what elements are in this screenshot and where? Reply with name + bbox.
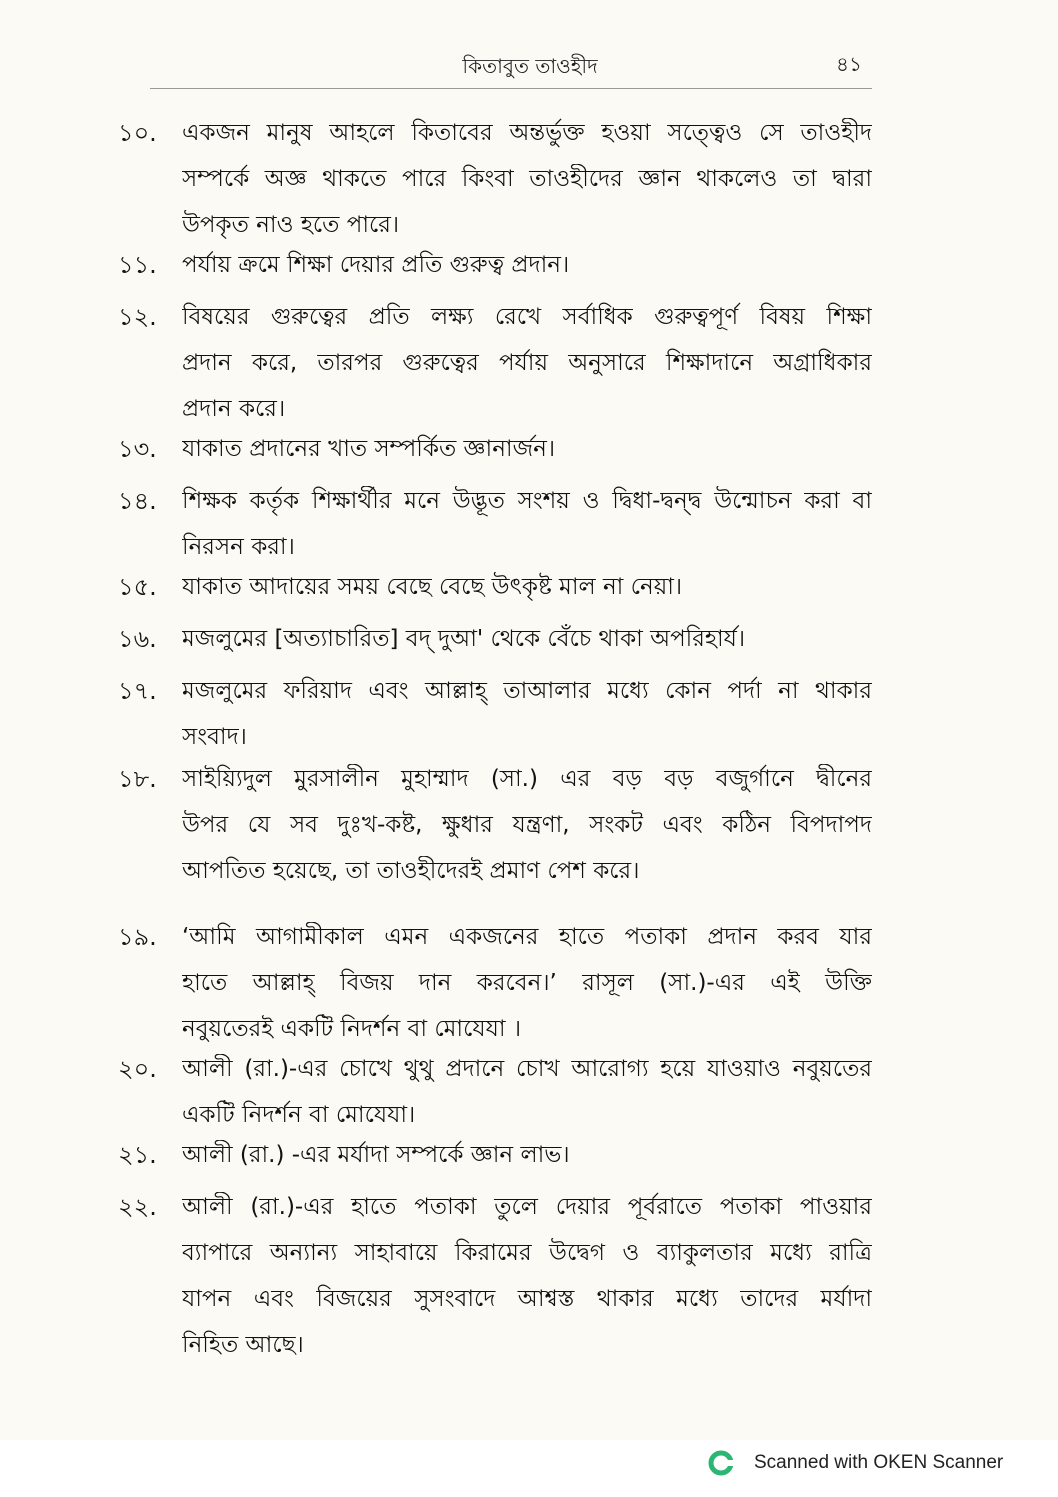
text-line: আপতিত হয়েছে, তা তাওহীদেরই প্রমাণ পেশ করে। xyxy=(182,858,640,884)
text-line: প্রদান করে। xyxy=(182,396,286,422)
item-number: ১১. xyxy=(118,251,157,279)
item-text xyxy=(182,434,872,480)
text-line: আলী (রা.)-এর হাতে পতাকা তুলে দেয়ার পূর্বরাতে পতাকা পাওয়ার xyxy=(182,1194,872,1220)
item-text xyxy=(182,624,872,670)
text-line: একটি নিদর্শন বা মোযেযা। xyxy=(182,1102,416,1128)
item-text xyxy=(182,250,872,296)
page-number: ৪১ xyxy=(836,52,862,76)
item-number: ১৭. xyxy=(118,677,157,705)
item-text xyxy=(182,1192,872,1376)
item-text xyxy=(182,1054,872,1146)
header-divider xyxy=(150,88,872,89)
text-line: নবুয়তেরই একটি নিদর্শন বা মোযেযা । xyxy=(182,1016,522,1042)
text-line: উপকৃত নাও হতে পারে। xyxy=(182,212,400,238)
oken-scanner-logo-icon xyxy=(708,1450,734,1476)
item-number: ১৫. xyxy=(118,573,157,601)
text-line: শিক্ষক কর্তৃক শিক্ষার্থীর মনে উদ্ভূত সংশয় ও দ্বিধা-দ্বন্দ্ব উন্মোচন করা বা xyxy=(182,488,872,514)
text-line: সাইয়্যিদুল মুরসালীন মুহাম্মাদ (সা.) এর বড় বড় বজুর্গানে দ্বীনের xyxy=(182,766,872,792)
text-line: উপর যে সব দুঃখ-কষ্ট, ক্ষুধার যন্ত্রণা, সংকট এবং কঠিন বিপদাপদ xyxy=(182,812,872,838)
item-number: ২১. xyxy=(118,1141,157,1169)
text-line: পর্যায় ক্রমে শিক্ষা দেয়ার প্রতি গুরুত্ব প্রদান। xyxy=(182,252,570,278)
item-text xyxy=(182,922,872,1060)
text-line: আলী (রা.) -এর মর্যাদা সম্পর্কে জ্ঞান লাভ। xyxy=(182,1142,570,1168)
item-text xyxy=(182,764,872,902)
text-line: প্রদান করে, তারপর গুরুত্বের পর্যায় অনুসারে শিক্ষাদানে অগ্রাধিকার xyxy=(182,350,872,376)
text-line: আলী (রা.)-এর চোখে থুথু প্রদানে চোখ আরোগ্য হয়ে যাওয়াও নবুয়তের xyxy=(182,1056,872,1082)
item-number: ২০. xyxy=(118,1055,157,1083)
text-line: বিষয়ের গুরুত্বের প্রতি লক্ষ্য রেখে সর্বাধিক গুরুত্বপূর্ণ বিষয় শিক্ষা xyxy=(182,304,872,330)
item-number: ১৯. xyxy=(118,923,157,951)
item-text xyxy=(182,1140,872,1186)
scanner-label: Scanned with OKEN Scanner xyxy=(754,1452,1004,1473)
text-line: ‘আমি আগামীকাল এমন একজনের হাতে পতাকা প্রদান করব যার xyxy=(182,924,872,950)
item-number: ১০. xyxy=(118,119,157,147)
item-text xyxy=(182,676,872,768)
running-title: কিতাবুত তাওহীদ xyxy=(462,54,598,78)
item-text xyxy=(182,302,872,440)
item-number: ১৪. xyxy=(118,487,157,515)
text-line: ব্যাপারে অন্যান্য সাহাবায়ে কিরামের উদ্বেগ ও ব্যাকুলতার মধ্যে রাত্রি xyxy=(182,1240,872,1266)
scanner-watermark xyxy=(708,1446,1048,1482)
item-number: ১৬. xyxy=(118,625,157,653)
text-line: নিরসন করা। xyxy=(182,534,295,560)
item-text xyxy=(182,118,872,256)
text-line: মজলুমের [অত্যাচারিত] বদ্ দুআ' থেকে বেঁচে থাকা অপরিহার্য। xyxy=(182,626,746,652)
item-number: ২২. xyxy=(118,1193,157,1221)
text-line: একজন মানুষ আহলে কিতাবের অন্তর্ভুক্ত হওয়া সত্ত্বেও সে তাওহীদ xyxy=(182,120,872,146)
text-line: যাপন এবং বিজয়ের সুসংবাদে আশ্বস্ত থাকার মধ্যে তাদের মর্যাদা xyxy=(182,1286,872,1312)
text-line: সংবাদ। xyxy=(182,724,247,750)
text-line: যাকাত প্রদানের খাত সম্পর্কিত জ্ঞানার্জন। xyxy=(182,436,556,462)
text-line: সম্পর্কে অজ্ঞ থাকতে পারে কিংবা তাওহীদের জ্ঞান থাকলেও তা দ্বারা xyxy=(182,166,872,192)
text-line: হাতে আল্লাহ্ বিজয় দান করবেন।’ রাসূল (সা.)-এর এই উক্তি xyxy=(182,970,872,996)
item-text xyxy=(182,572,872,618)
text-line: নিহিত আছে। xyxy=(182,1332,304,1358)
item-number: ১৩. xyxy=(118,435,157,463)
text-line: মজলুমের ফরিয়াদ এবং আল্লাহ্ তাআলার মধ্যে কোন পর্দা না থাকার xyxy=(182,678,872,704)
item-text xyxy=(182,486,872,578)
item-number: ১৮. xyxy=(118,765,157,793)
text-line: যাকাত আদায়ের সময় বেছে বেছে উৎকৃষ্ট মাল না নেয়া। xyxy=(182,574,683,600)
item-number: ১২. xyxy=(118,303,157,331)
